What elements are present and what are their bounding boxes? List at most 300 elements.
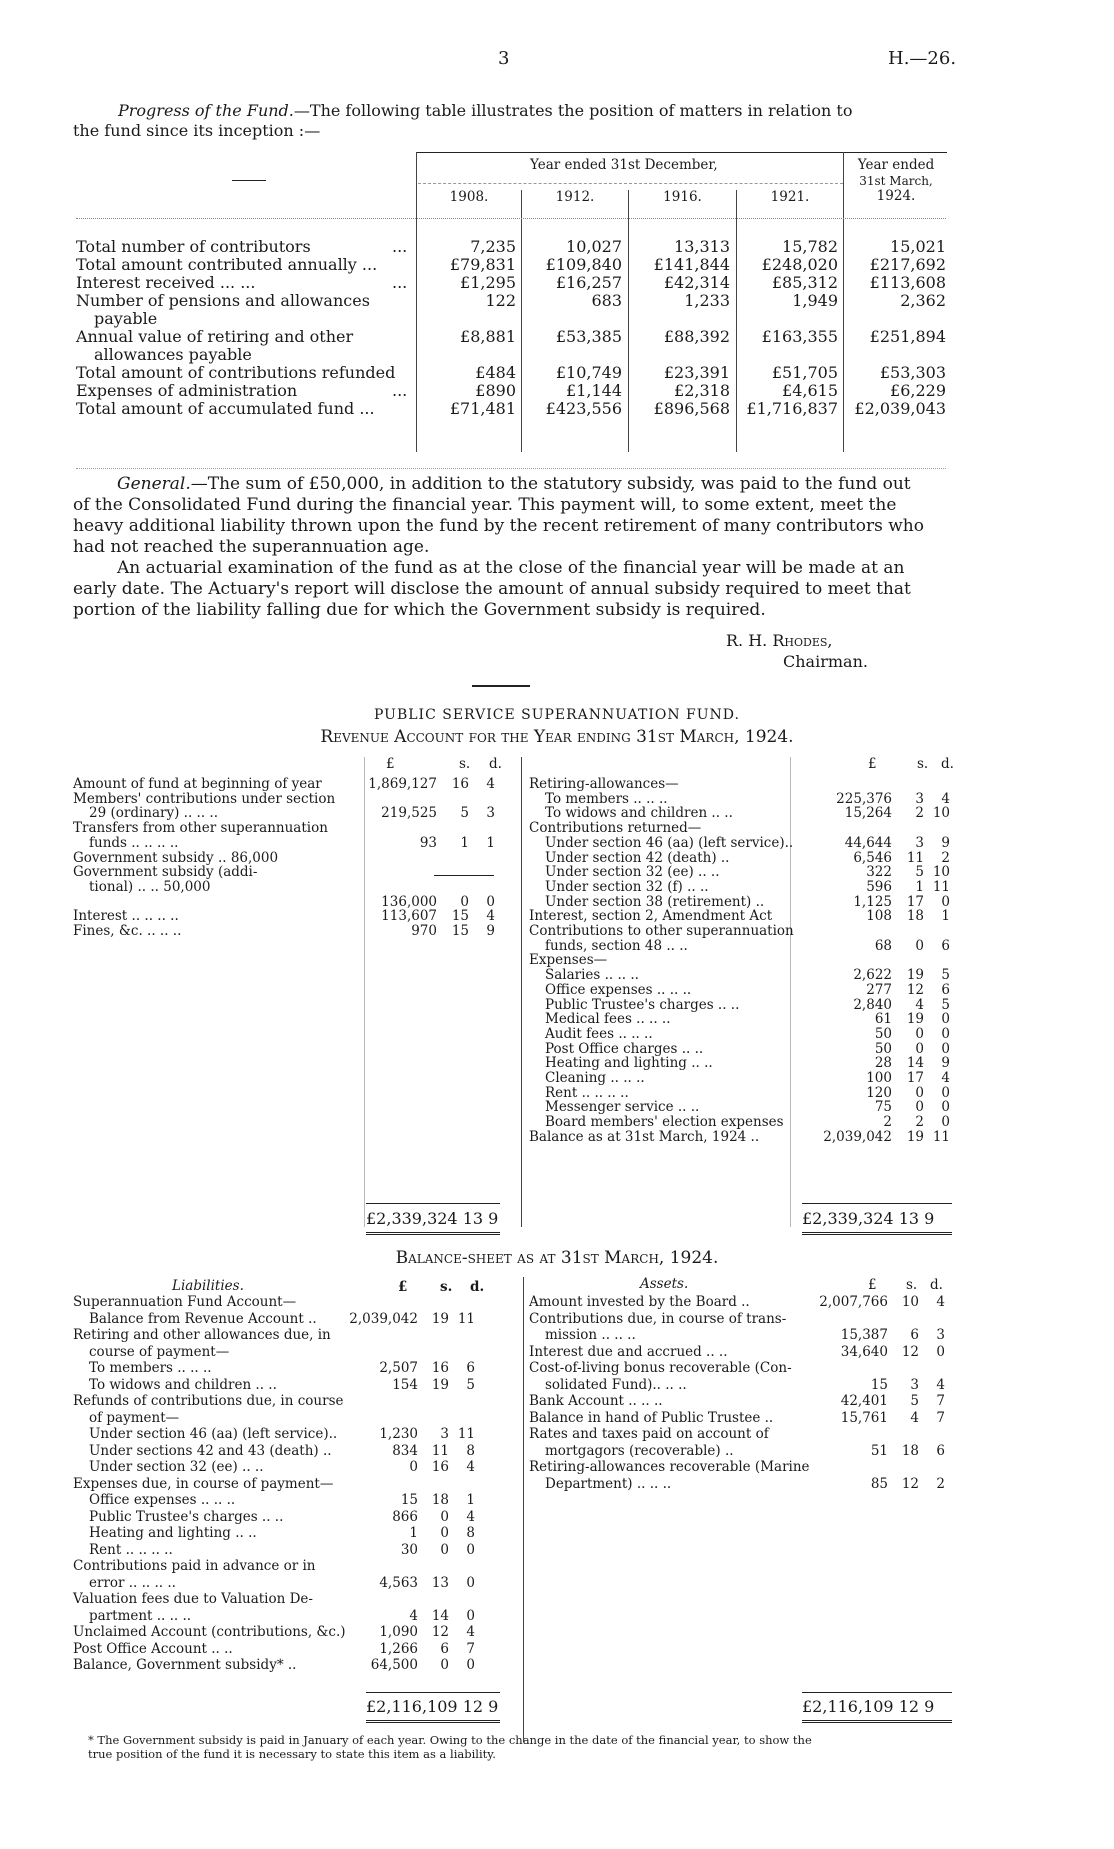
progress-lead: Progress of the Fund. bbox=[118, 101, 294, 120]
total-rule bbox=[366, 1203, 500, 1204]
account-pence: 4 bbox=[466, 1624, 475, 1640]
account-label: Under section 32 (ee) .. .. bbox=[545, 864, 720, 881]
progress-text-line1: —The following table illustrates the position of matters in relation to bbox=[293, 101, 853, 120]
account-amount: 15,264 bbox=[844, 805, 892, 822]
account-pence: 1 bbox=[466, 1492, 475, 1508]
account-pence: 0 bbox=[466, 1574, 475, 1591]
account-shillings: 0 bbox=[915, 1025, 924, 1042]
account-label: Contributions to other superannuation bbox=[529, 923, 794, 939]
table-top-rule bbox=[416, 152, 947, 153]
row-value: £53,303 bbox=[879, 363, 946, 382]
account-shillings: 4 bbox=[910, 1409, 919, 1426]
account-pence: 6 bbox=[936, 1442, 945, 1459]
account-pence: 9 bbox=[486, 923, 495, 939]
account-pence: 11 bbox=[457, 1310, 475, 1327]
balance-title: Balance-sheet as at 31st March, 1924. bbox=[395, 1248, 719, 1268]
subtotal-rule bbox=[434, 875, 494, 876]
account-shillings: 0 bbox=[915, 937, 924, 954]
account-label: Expenses due, in course of payment— bbox=[73, 1475, 334, 1492]
account-pence: 2 bbox=[941, 849, 950, 866]
account-shillings: 3 bbox=[910, 1376, 919, 1393]
account-amount: 113,607 bbox=[381, 908, 437, 925]
general-line: heavy additional liability thrown upon the fund by the recent retirement of many contributors who bbox=[73, 516, 924, 536]
currency-shillings: s. bbox=[459, 756, 471, 772]
account-pence: 0 bbox=[466, 1657, 475, 1673]
account-amount: 15,387 bbox=[840, 1327, 888, 1343]
row-value: 15,021 bbox=[890, 237, 946, 256]
account-label: Post Office Account .. .. bbox=[73, 1640, 233, 1657]
row-value: £71,481 bbox=[449, 399, 516, 418]
currency-pounds: £ bbox=[398, 1279, 408, 1295]
account-label: mortgagors (recoverable) .. bbox=[545, 1442, 734, 1459]
account-pence: 5 bbox=[466, 1376, 475, 1393]
last-col-header-3: 1924. bbox=[876, 188, 916, 204]
account-pence: 0 bbox=[941, 1099, 950, 1116]
account-pence: 10 bbox=[932, 805, 950, 822]
account-label: Under section 42 (death) .. bbox=[545, 849, 730, 866]
account-label: To widows and children .. .. bbox=[89, 1376, 277, 1393]
account-shillings: 16 bbox=[451, 776, 469, 792]
currency-pounds: £ bbox=[386, 756, 395, 772]
row-leader: ... bbox=[392, 273, 408, 292]
account-shillings: 11 bbox=[431, 1442, 449, 1459]
row-value: £109,840 bbox=[545, 255, 622, 274]
account-shillings: 14 bbox=[431, 1607, 449, 1624]
row-value: £51,705 bbox=[771, 363, 838, 382]
row-value: £88,392 bbox=[663, 327, 730, 346]
account-shillings: 6 bbox=[440, 1640, 449, 1657]
account-label: Bank Account .. .. .. bbox=[529, 1393, 663, 1409]
account-amount: 277 bbox=[866, 981, 892, 998]
row-value: £85,312 bbox=[771, 273, 838, 292]
row-value: 683 bbox=[591, 291, 622, 310]
row-value: £1,144 bbox=[566, 381, 622, 400]
account-shillings: 0 bbox=[440, 1657, 449, 1673]
signature-title: Chairman. bbox=[783, 652, 868, 671]
account-pence: 7 bbox=[936, 1409, 945, 1426]
account-label: Salaries .. .. .. bbox=[545, 967, 639, 984]
account-label: Balance as at 31st March, 1924 .. bbox=[529, 1128, 760, 1145]
liabilities-heading: Liabilities. bbox=[172, 1278, 244, 1294]
account-shillings: 19 bbox=[906, 967, 924, 984]
balance-total-left: £2,116,109 12 9 bbox=[366, 1697, 499, 1716]
signature-name: R. H. Rhodes, bbox=[726, 631, 833, 650]
account-amount: 4 bbox=[409, 1607, 418, 1624]
account-pence: 1 bbox=[486, 834, 495, 851]
general-line: portion of the liability falling due for which the Government subsidy is required. bbox=[73, 600, 766, 620]
section-divider bbox=[76, 468, 946, 469]
account-label: Rent .. .. .. .. bbox=[89, 1541, 173, 1558]
account-pence: 0 bbox=[466, 1541, 475, 1558]
account-pence: 0 bbox=[941, 1114, 950, 1131]
account-shillings: 13 bbox=[431, 1574, 449, 1591]
account-label: Audit fees .. .. .. bbox=[545, 1025, 653, 1042]
account-shillings: 15 bbox=[451, 923, 469, 939]
revenue-title: Revenue Account for the Year ending 31st March, 1924. bbox=[320, 727, 794, 747]
account-shillings: 12 bbox=[906, 981, 924, 998]
account-pence: 0 bbox=[941, 1011, 950, 1028]
account-amount: 64,500 bbox=[370, 1657, 418, 1673]
row-value: £16,257 bbox=[555, 273, 622, 292]
account-label: Cost-of-living bonus recoverable (Con- bbox=[529, 1360, 792, 1376]
row-value: 1,233 bbox=[684, 291, 730, 310]
row-value: 15,782 bbox=[782, 237, 838, 256]
account-amount: 154 bbox=[392, 1376, 418, 1393]
account-amount: 15,761 bbox=[840, 1409, 888, 1426]
account-shillings: 3 bbox=[915, 834, 924, 851]
account-label: Fines, &c. .. .. .. bbox=[73, 923, 182, 939]
account-pence: 11 bbox=[932, 878, 950, 895]
last-col-header-1: Year ended bbox=[857, 157, 935, 173]
account-amount: 15 bbox=[870, 1376, 888, 1393]
last-col-header-2: 31st March, bbox=[859, 174, 933, 188]
currency-shillings: s. bbox=[906, 1277, 918, 1293]
account-pence: 4 bbox=[486, 776, 495, 792]
account-shillings: 6 bbox=[910, 1327, 919, 1343]
stub-dash bbox=[232, 180, 266, 181]
general-paragraph bbox=[73, 474, 949, 621]
account-pence: 8 bbox=[466, 1442, 475, 1459]
account-shillings: 4 bbox=[915, 996, 924, 1013]
account-label: Interest, section 2, Amendment Act bbox=[529, 908, 773, 925]
account-amount: 219,525 bbox=[381, 805, 437, 822]
group-header: Year ended 31st December, bbox=[530, 157, 718, 173]
row-label-cont: payable bbox=[94, 309, 158, 328]
account-label: Heating and lighting .. .. bbox=[545, 1055, 713, 1072]
general-lead: General. bbox=[117, 474, 191, 494]
account-pence: 0 bbox=[941, 1084, 950, 1101]
account-shillings: 2 bbox=[915, 1114, 924, 1131]
account-shillings: 0 bbox=[915, 1040, 924, 1057]
total-rule bbox=[802, 1692, 952, 1693]
footnote-line: * The Government subsidy is paid in January of each year. Owing to the change in the date of the financial year, to show the bbox=[88, 1733, 812, 1747]
column-rule bbox=[364, 757, 365, 1227]
account-label: Retiring-allowances recoverable (Marine bbox=[529, 1459, 810, 1475]
row-label: Annual value of retiring and other bbox=[76, 327, 354, 346]
account-shillings: 0 bbox=[440, 1525, 449, 1541]
account-pence: 4 bbox=[466, 1508, 475, 1525]
account-label: tional) .. .. 50,000 bbox=[89, 878, 211, 895]
account-label: Under sections 42 and 43 (death) .. bbox=[89, 1442, 332, 1459]
account-amount: 42,401 bbox=[840, 1393, 888, 1409]
row-label: Total amount of accumulated fund ... bbox=[76, 399, 375, 418]
account-pence: 11 bbox=[932, 1128, 950, 1145]
account-pence: 4 bbox=[936, 1376, 945, 1393]
row-label: Total amount of contributions refunded bbox=[76, 363, 396, 382]
row-value: £10,749 bbox=[555, 363, 622, 382]
account-shillings: 1 bbox=[915, 878, 924, 895]
account-label: Under section 46 (aa) (left service).. bbox=[89, 1426, 338, 1442]
currency-shillings: s. bbox=[440, 1279, 453, 1295]
account-label: To widows and children .. .. bbox=[545, 805, 733, 822]
row-value: £53,385 bbox=[555, 327, 622, 346]
account-amount: 2,840 bbox=[853, 996, 892, 1013]
row-value: £141,844 bbox=[653, 255, 730, 274]
account-label: Balance in hand of Public Trustee .. bbox=[529, 1409, 774, 1426]
general-line: of the Consolidated Fund during the financial year. This payment will, to some extent, meet the bbox=[73, 495, 897, 515]
row-value: £6,229 bbox=[890, 381, 946, 400]
account-label: Balance, Government subsidy* .. bbox=[73, 1657, 297, 1673]
account-amount: 1,090 bbox=[379, 1624, 418, 1640]
account-label: 29 (ordinary) .. .. .. bbox=[89, 805, 218, 822]
account-shillings: 12 bbox=[901, 1475, 919, 1492]
total-rule bbox=[802, 1203, 952, 1204]
currency-pence: d. bbox=[470, 1279, 485, 1295]
account-label: funds, section 48 .. .. bbox=[545, 937, 688, 954]
account-label: Contributions paid in advance or in bbox=[73, 1558, 316, 1574]
row-value: 7,235 bbox=[470, 237, 516, 256]
account-shillings: 0 bbox=[440, 1541, 449, 1558]
account-amount: 1,230 bbox=[379, 1426, 418, 1442]
row-value: £890 bbox=[475, 381, 516, 400]
row-value: £42,314 bbox=[663, 273, 730, 292]
account-pence: 3 bbox=[486, 805, 495, 822]
account-shillings: 5 bbox=[915, 864, 924, 881]
year-header: 1912. bbox=[555, 189, 595, 205]
account-label: Post Office charges .. .. bbox=[545, 1040, 704, 1057]
year-header: 1916. bbox=[663, 189, 702, 205]
currency-pence: d. bbox=[930, 1277, 943, 1293]
account-amount: 44,644 bbox=[844, 834, 892, 851]
account-label: partment .. .. .. bbox=[89, 1607, 192, 1624]
account-amount: 6,546 bbox=[853, 849, 892, 866]
year-header: 1921. bbox=[770, 189, 810, 205]
account-label: Under section 32 (f) .. .. bbox=[545, 878, 709, 895]
account-amount: 2 bbox=[883, 1114, 892, 1131]
account-shillings: 19 bbox=[431, 1310, 449, 1327]
balance-total-right: £2,116,109 12 9 bbox=[802, 1697, 935, 1716]
account-label: Under section 46 (aa) (left service).. bbox=[545, 834, 794, 851]
account-label: Retiring-allowances— bbox=[529, 776, 679, 792]
account-pence: 4 bbox=[941, 1070, 950, 1086]
account-amount: 28 bbox=[874, 1055, 892, 1072]
row-value: £217,692 bbox=[869, 255, 946, 274]
account-amount: 34,640 bbox=[840, 1343, 888, 1360]
account-amount: 61 bbox=[874, 1011, 892, 1028]
account-shillings: 16 bbox=[431, 1459, 449, 1475]
account-shillings: 18 bbox=[906, 908, 924, 925]
account-shillings: 15 bbox=[451, 908, 469, 925]
account-pence: 4 bbox=[941, 790, 950, 807]
account-amount: 85 bbox=[870, 1475, 888, 1492]
revenue-total-left: £2,339,324 13 9 bbox=[366, 1209, 499, 1228]
account-amount: 108 bbox=[866, 908, 892, 925]
account-pence: 0 bbox=[941, 893, 950, 910]
row-value: £2,039,043 bbox=[854, 399, 946, 418]
account-label: Amount invested by the Board .. bbox=[529, 1294, 750, 1310]
account-label: error .. .. .. .. bbox=[89, 1574, 176, 1591]
currency-pounds: £ bbox=[868, 756, 877, 772]
account-label: To members .. .. .. bbox=[89, 1360, 212, 1376]
page-number: 3 bbox=[498, 48, 510, 69]
account-label: Refunds of contributions due, in course bbox=[73, 1393, 344, 1409]
account-shillings: 19 bbox=[906, 1128, 924, 1145]
account-pence: 11 bbox=[457, 1426, 475, 1442]
account-shillings: 19 bbox=[431, 1376, 449, 1393]
account-pence: 7 bbox=[466, 1640, 475, 1657]
row-value: £1,716,837 bbox=[746, 399, 838, 418]
column-rule bbox=[523, 1277, 524, 1742]
account-pence: 5 bbox=[941, 967, 950, 984]
account-shillings: 0 bbox=[460, 893, 469, 910]
account-label: Office expenses .. .. .. bbox=[89, 1492, 236, 1508]
account-label: Public Trustee's charges .. .. bbox=[89, 1508, 284, 1525]
account-label: Members' contributions under section bbox=[73, 790, 336, 807]
account-shillings: 11 bbox=[906, 849, 924, 866]
account-label: Government subsidy .. 86,000 bbox=[73, 849, 279, 866]
account-amount: 75 bbox=[874, 1099, 892, 1116]
revenue-total-right: £2,339,324 13 9 bbox=[802, 1209, 935, 1228]
row-label: Total amount contributed annually ... bbox=[76, 255, 378, 274]
table-header-rule bbox=[76, 218, 946, 219]
currency-pounds: £ bbox=[868, 1277, 877, 1293]
account-shillings: 0 bbox=[915, 1099, 924, 1116]
account-shillings: 16 bbox=[431, 1360, 449, 1376]
account-pence: 7 bbox=[936, 1393, 945, 1409]
currency-shillings: s. bbox=[917, 756, 929, 772]
general-line: early date. The Actuary's report will disclose the amount of annual subsidy required to meet that bbox=[73, 579, 911, 599]
row-leader: ... bbox=[392, 381, 408, 400]
account-amount: 322 bbox=[866, 864, 892, 881]
account-amount: 15 bbox=[400, 1492, 418, 1508]
account-label: Unclaimed Account (contributions, &c.) bbox=[73, 1624, 346, 1640]
account-label: Under section 32 (ee) .. .. bbox=[89, 1459, 264, 1475]
account-amount: 50 bbox=[874, 1040, 892, 1057]
account-amount: 2,039,042 bbox=[349, 1310, 418, 1327]
account-amount: 0 bbox=[409, 1459, 418, 1475]
account-pence: 0 bbox=[941, 1040, 950, 1057]
fund-title: PUBLIC SERVICE SUPERANNUATION FUND. bbox=[373, 707, 740, 723]
account-label: To members .. .. .. bbox=[545, 790, 668, 807]
account-label: Retiring and other allowances due, in bbox=[73, 1327, 331, 1343]
total-double-rule bbox=[802, 1720, 952, 1723]
account-shillings: 0 bbox=[440, 1508, 449, 1525]
total-rule bbox=[366, 1692, 500, 1693]
general-line: An actuarial examination of the fund as at the close of the financial year will be made at an bbox=[117, 558, 905, 578]
account-label: Rates and taxes paid on account of bbox=[529, 1426, 769, 1442]
row-value: £1,295 bbox=[460, 273, 516, 292]
progress-text-line2: the fund since its inception :— bbox=[73, 121, 321, 140]
row-value: £251,894 bbox=[869, 327, 946, 346]
year-header: 1908. bbox=[449, 189, 489, 205]
account-amount: 120 bbox=[866, 1084, 892, 1101]
account-label: Messenger service .. .. bbox=[545, 1099, 700, 1116]
account-amount: 1,125 bbox=[853, 893, 892, 910]
row-value: £163,355 bbox=[761, 327, 838, 346]
document-reference: H.—26. bbox=[888, 48, 957, 69]
account-label: Medical fees .. .. .. bbox=[545, 1011, 671, 1028]
account-amount: 1,869,127 bbox=[368, 776, 437, 792]
account-amount: 30 bbox=[400, 1541, 418, 1558]
account-amount: 866 bbox=[392, 1508, 418, 1525]
account-amount: 1 bbox=[409, 1525, 418, 1541]
account-shillings: 18 bbox=[431, 1492, 449, 1508]
account-pence: 0 bbox=[936, 1343, 945, 1360]
account-shillings: 17 bbox=[906, 893, 924, 910]
group-header-rule bbox=[418, 183, 843, 184]
account-label: Transfers from other superannuation bbox=[73, 820, 328, 837]
account-shillings: 10 bbox=[901, 1294, 919, 1310]
account-pence: 6 bbox=[941, 981, 950, 998]
account-label: Board members' election expenses bbox=[545, 1114, 784, 1131]
account-label: Interest .. .. .. .. bbox=[73, 908, 179, 925]
account-amount: 970 bbox=[411, 923, 437, 939]
row-value: £23,391 bbox=[663, 363, 730, 382]
account-shillings: 18 bbox=[901, 1442, 919, 1459]
account-pence: 6 bbox=[941, 937, 950, 954]
account-label: Valuation fees due to Valuation De- bbox=[73, 1591, 313, 1607]
account-label: mission .. .. .. bbox=[545, 1327, 636, 1343]
row-value: 2,362 bbox=[900, 291, 946, 310]
account-shillings: 5 bbox=[910, 1393, 919, 1409]
account-pence: 0 bbox=[466, 1607, 475, 1624]
account-label: Government subsidy (addi- bbox=[73, 864, 258, 881]
account-label: Contributions returned— bbox=[529, 820, 702, 837]
row-leader: ... bbox=[392, 237, 408, 256]
account-label: Under section 38 (retirement) .. bbox=[545, 893, 765, 910]
account-pence: 1 bbox=[941, 908, 950, 925]
account-amount: 2,507 bbox=[379, 1360, 418, 1376]
account-pence: 0 bbox=[486, 893, 495, 910]
account-pence: 9 bbox=[941, 1055, 950, 1072]
account-shillings: 0 bbox=[915, 1084, 924, 1101]
account-pence: 4 bbox=[936, 1294, 945, 1310]
row-value: 122 bbox=[485, 291, 516, 310]
section-rule bbox=[472, 685, 530, 687]
row-label: Interest received ... ... bbox=[76, 273, 256, 292]
account-label: course of payment— bbox=[89, 1343, 230, 1360]
account-pence: 0 bbox=[941, 1025, 950, 1042]
account-amount: 51 bbox=[870, 1442, 888, 1459]
account-amount: 225,376 bbox=[836, 790, 892, 807]
general-line: —The sum of £50,000, in addition to the statutory subsidy, was paid to the fund out bbox=[190, 474, 911, 494]
currency-pence: d. bbox=[489, 756, 502, 772]
account-amount: 2,622 bbox=[853, 967, 892, 984]
account-shillings: 5 bbox=[460, 805, 469, 822]
account-amount: 100 bbox=[866, 1070, 892, 1086]
row-value: £248,020 bbox=[761, 255, 838, 274]
account-shillings: 14 bbox=[906, 1055, 924, 1072]
row-value: 10,027 bbox=[566, 237, 622, 256]
account-pence: 6 bbox=[466, 1360, 475, 1376]
account-pence: 3 bbox=[936, 1327, 945, 1343]
account-shillings: 19 bbox=[906, 1011, 924, 1028]
account-pence: 4 bbox=[466, 1459, 475, 1475]
account-shillings: 12 bbox=[901, 1343, 919, 1360]
row-value: 1,949 bbox=[792, 291, 838, 310]
row-value: £8,881 bbox=[460, 327, 516, 346]
account-label: Superannuation Fund Account— bbox=[73, 1294, 297, 1310]
total-double-rule bbox=[366, 1232, 500, 1235]
account-label: solidated Fund).. .. .. bbox=[545, 1376, 687, 1393]
row-value: £113,608 bbox=[869, 273, 946, 292]
account-shillings: 2 bbox=[915, 805, 924, 822]
row-label: Number of pensions and allowances bbox=[76, 291, 370, 310]
account-amount: 834 bbox=[392, 1442, 418, 1459]
account-amount: 93 bbox=[419, 834, 437, 851]
row-value: £484 bbox=[475, 363, 516, 382]
total-double-rule bbox=[366, 1720, 500, 1723]
account-label: Rent .. .. .. .. bbox=[545, 1084, 629, 1101]
account-label: Expenses— bbox=[529, 952, 608, 969]
account-label: of payment— bbox=[89, 1409, 180, 1426]
account-label: Balance from Revenue Account .. bbox=[89, 1310, 317, 1327]
row-value: £2,318 bbox=[674, 381, 730, 400]
account-label: Cleaning .. .. .. bbox=[545, 1070, 645, 1086]
account-label: Interest due and accrued .. .. bbox=[529, 1343, 728, 1360]
column-rule bbox=[521, 757, 522, 1227]
account-amount: 50 bbox=[874, 1025, 892, 1042]
